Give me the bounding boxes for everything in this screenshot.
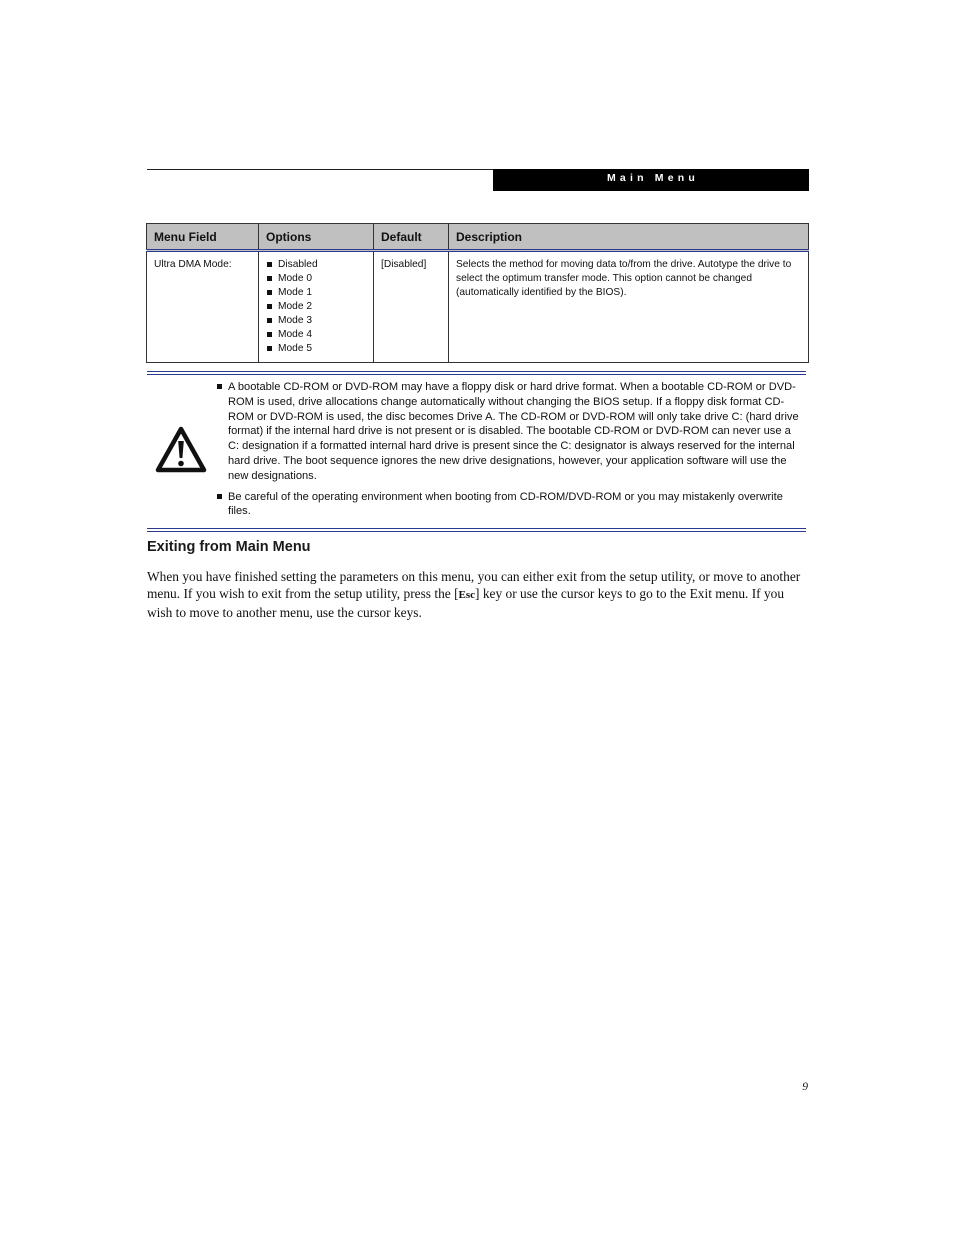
table-header-row <box>147 224 809 251</box>
option-item: Mode 1 <box>266 286 367 300</box>
default-cell: [Disabled] <box>374 251 449 363</box>
option-item: Mode 5 <box>266 342 367 356</box>
option-item: Mode 3 <box>266 314 367 328</box>
column-header-options: Options <box>259 224 374 251</box>
bios-settings-table <box>146 223 809 363</box>
column-header-default: Default <box>374 224 449 251</box>
column-header-description: Description <box>449 224 809 251</box>
caution-bottom-rule <box>147 528 806 532</box>
options-cell <box>259 251 374 363</box>
body-paragraph <box>147 568 812 621</box>
options-list <box>266 258 367 356</box>
option-item: Mode 4 <box>266 328 367 342</box>
caution-item: A bootable CD-ROM or DVD-ROM may have a floppy disk or hard drive format. When a bootable CD-ROM or DVD-ROM is used, drive allocations change automatically without changing the BIOS setup. If a floppy disk format CD-ROM or DVD-ROM is used, the disc becomes Drive A. The CD-ROM or DVD-ROM will only take drive C: (hard drive format) if the internal hard drive is not present or is disabled. The bootable CD-ROM or DVD-ROM can never use a C: designation if a formatted internal hard drive is present since the C: designator is always reserved for the internal hard drive. The boot sequence ignores the new drive designations, however, your application software will use the new designations. <box>217 380 799 484</box>
menu-field-cell: Ultra DMA Mode: <box>147 251 259 363</box>
option-item: Disabled <box>266 258 367 272</box>
page-number: 9 <box>802 1081 808 1093</box>
description-cell: Selects the method for moving data to/from the drive. Autotype the drive to select the optimum transfer mode. This option cannot be changed (automatically identified by the BIOS). <box>449 251 809 363</box>
option-item: Mode 0 <box>266 272 367 286</box>
esc-key-label: Esc <box>458 589 476 601</box>
column-header-menu-field: Menu Field <box>147 224 259 251</box>
table-row <box>147 251 809 363</box>
section-heading: Exiting from Main Menu <box>147 539 311 555</box>
section-tab: Main Menu <box>493 169 809 191</box>
caution-top-rule <box>147 371 806 375</box>
paragraph-text-after-key: ] key or use the cursor keys to go to the Exit menu. If you wish to move to another menu, use the cursor keys. <box>147 586 785 620</box>
caution-icon <box>155 426 207 474</box>
option-item: Mode 2 <box>266 300 367 314</box>
paragraph-text-before-key: When you have finished setting the parameters on this menu, you can either exit from the setup utility, or move to another menu. If you wish to exit from the setup utility, press the [ <box>147 569 801 601</box>
header-rule <box>147 169 493 170</box>
caution-item: Be careful of the operating environment when booting from CD-ROM/DVD-ROM or you may mistakenly overwrite files. <box>217 490 799 520</box>
caution-list <box>217 380 799 525</box>
